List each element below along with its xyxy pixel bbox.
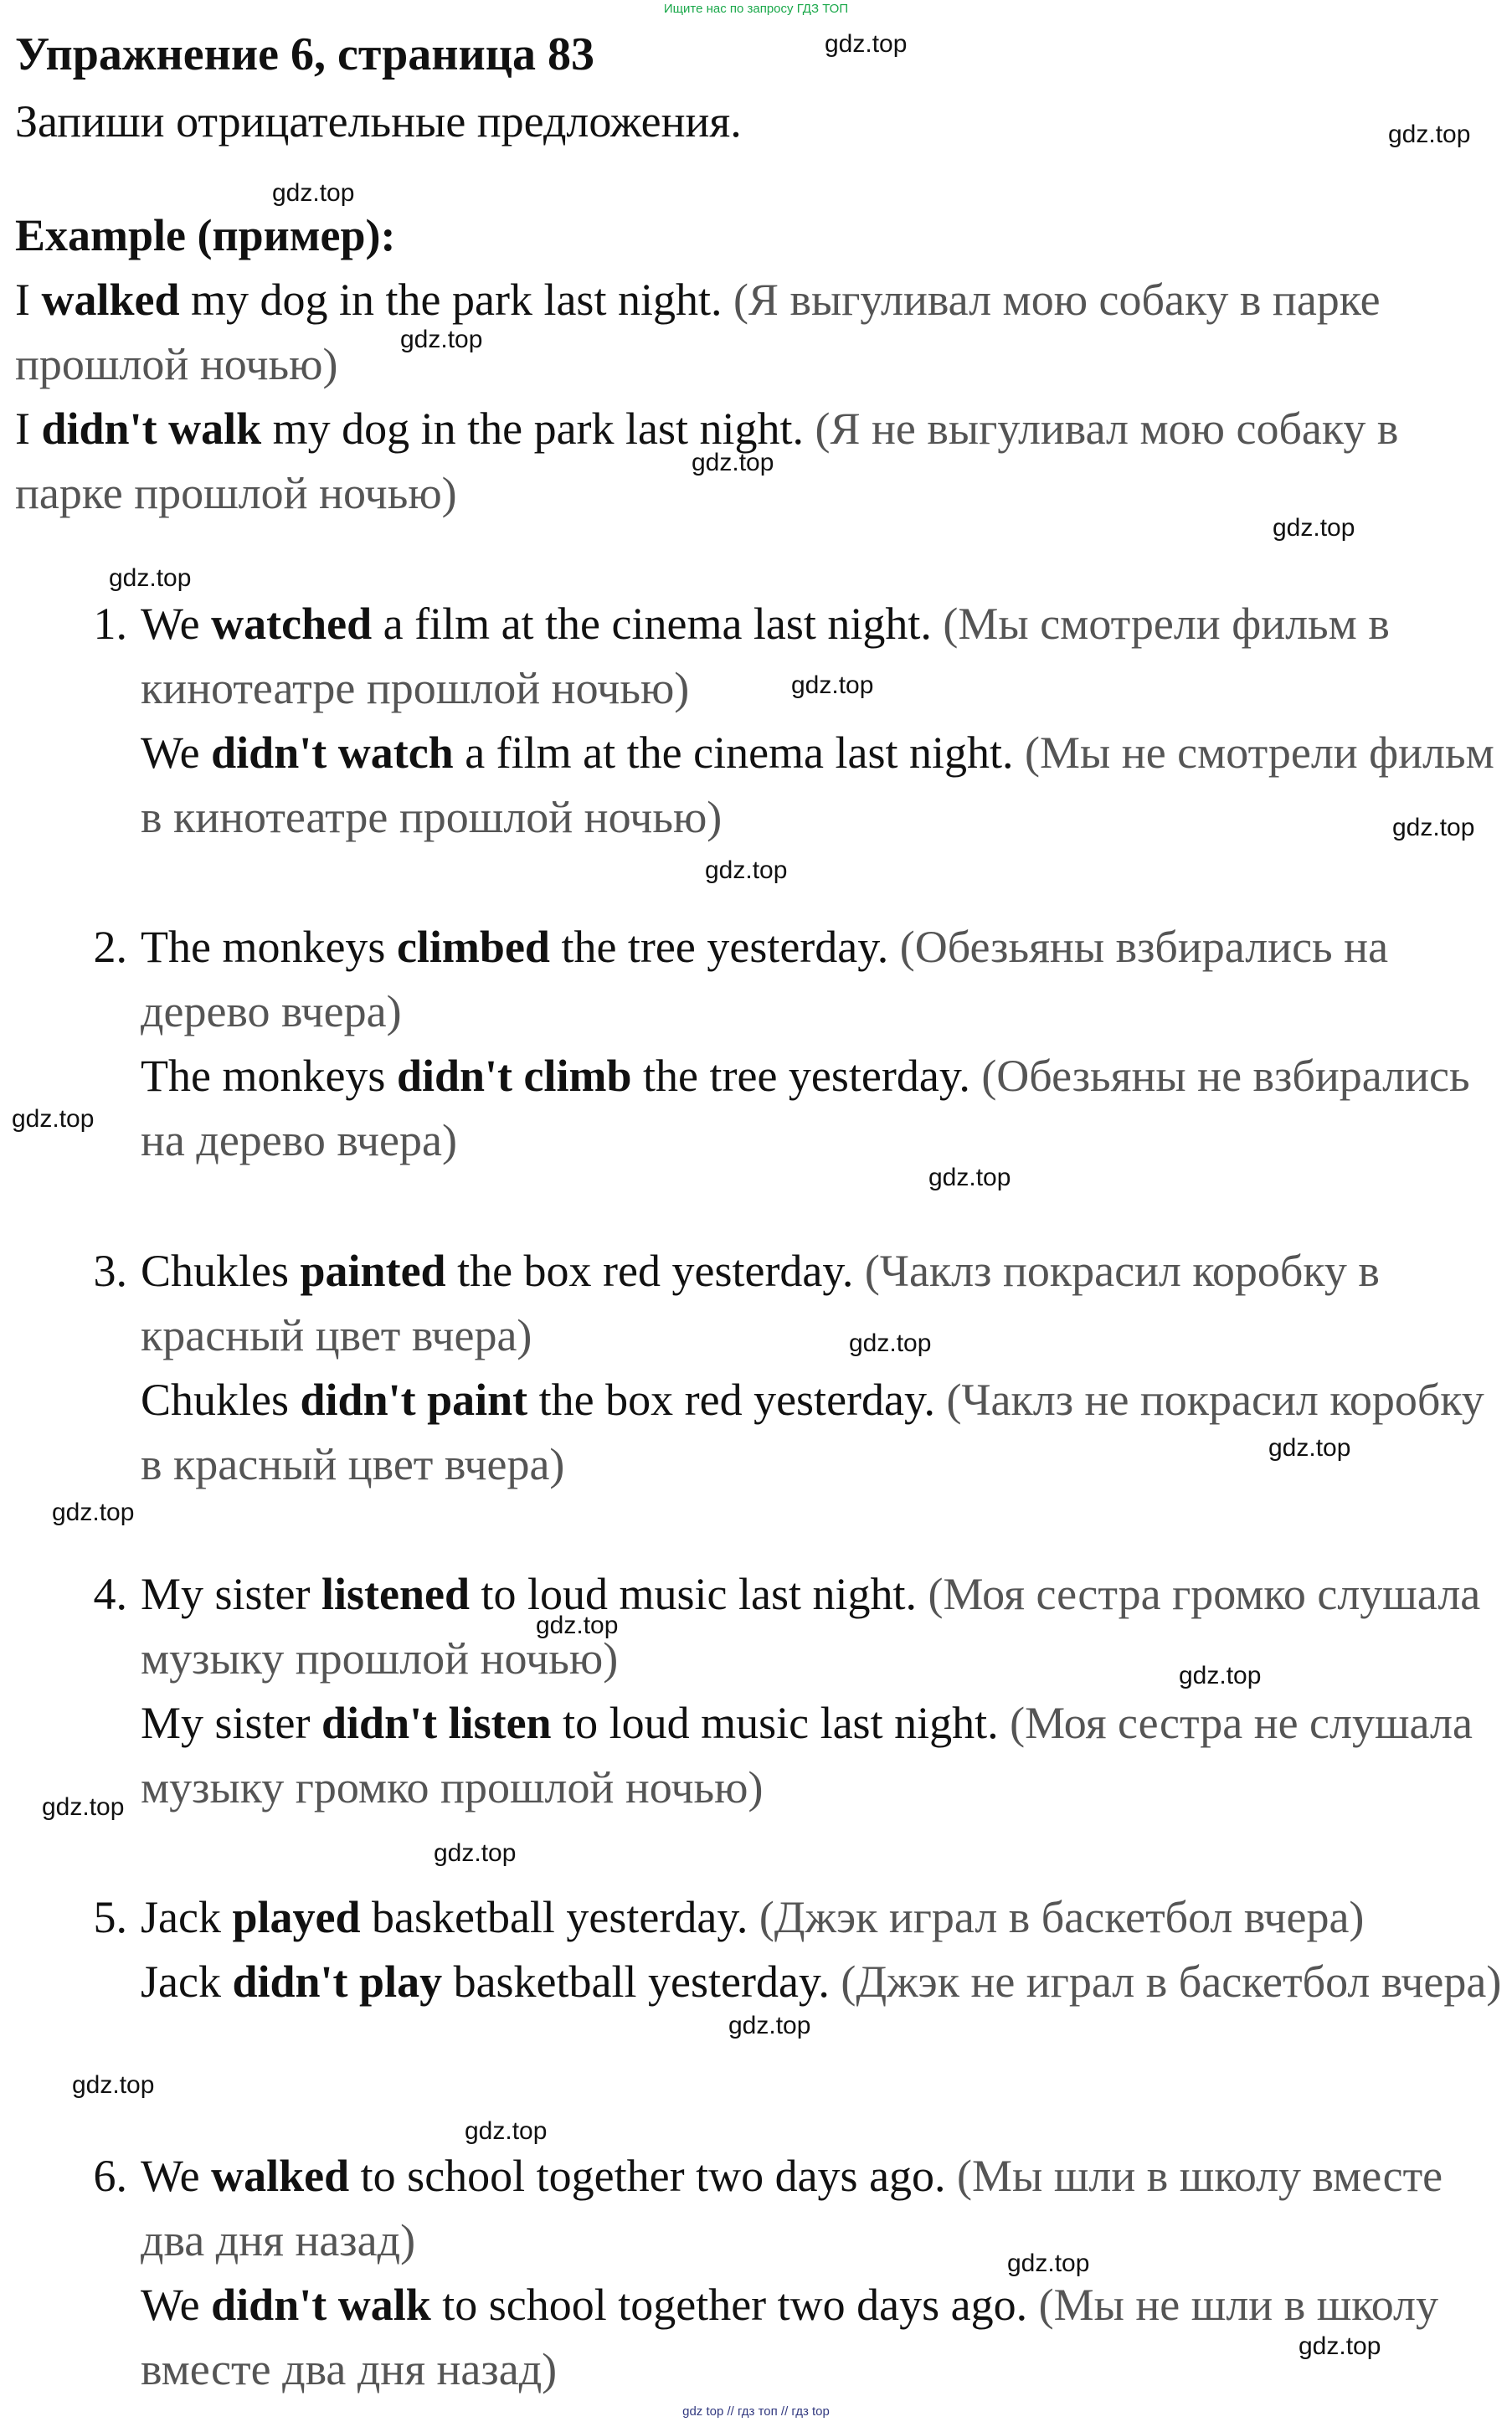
sentence-rest: the box red yesterday. [445, 1246, 865, 1296]
exercise-item-1 [93, 592, 1505, 850]
translation: (Я не выгуливал мою собаку в парке прошлой ночью) [15, 404, 1399, 518]
translation: (Джэк играл в баскетбол вчера) [759, 1892, 1365, 1942]
affirmative-sentence [141, 592, 1505, 721]
item-number: 5. [93, 1892, 127, 1942]
affirmative-sentence [141, 1885, 1505, 1950]
sentence-start: Jack [141, 1957, 233, 2007]
watermark: gdz.top [1007, 2250, 1090, 2277]
watermark: gdz.top [1268, 1434, 1351, 1462]
sentence-start: We [141, 2151, 212, 2201]
sentence-rest: the box red yesterday. [527, 1375, 947, 1425]
verb-highlight: played [232, 1892, 361, 1942]
verb-highlight: didn't watch [211, 728, 454, 778]
example-block [15, 268, 1497, 526]
verb-highlight: didn't play [232, 1957, 443, 2007]
sentence-rest: basketball yesterday. [360, 1892, 759, 1942]
verb-highlight: walked [211, 2151, 350, 2201]
exercise-item-6 [93, 2144, 1505, 2402]
watermark: gdz.top [465, 2117, 548, 2145]
verb-highlight: didn't walk [211, 2280, 431, 2330]
translation: (Моя сестра громко слушала музыку прошлой ночью) [141, 1569, 1481, 1684]
sentence-start: I [15, 275, 42, 325]
item-number: 1. [93, 599, 127, 649]
watermark: gdz.top [928, 1164, 1011, 1191]
affirmative-sentence [141, 915, 1505, 1044]
verb-highlight: painted [300, 1246, 446, 1296]
translation: (Чаклз покрасил коробку в красный цвет вчера) [141, 1246, 1380, 1360]
sentence-start: The monkeys [141, 922, 397, 972]
sentence-rest: the tree yesterday. [549, 922, 900, 972]
sentence-rest: to school together two days ago. [430, 2280, 1039, 2330]
sentence-start: Chukles [141, 1246, 301, 1296]
affirmative-sentence [141, 1562, 1505, 1691]
translation: (Моя сестра не слушала музыку громко прошлой ночью) [141, 1698, 1473, 1813]
verb-highlight: didn't listen [321, 1698, 552, 1748]
watermark: gdz.top [434, 1839, 517, 1867]
sentence-rest: a film at the cinema last night. [372, 599, 944, 649]
negative-sentence [141, 1368, 1505, 1497]
watermark: gdz.top [400, 326, 483, 353]
translation: (Мы не шли в школу вместе два дня назад) [141, 2280, 1439, 2394]
watermark: gdz.top [42, 1793, 125, 1821]
watermark: gdz.top [272, 179, 355, 207]
sentence-rest: to loud music last night. [470, 1569, 928, 1619]
sentence-start: The monkeys [141, 1051, 397, 1101]
sentence-start: Chukles [141, 1375, 301, 1425]
translation: (Мы не смотрели фильм в кинотеатре прошлой ночью) [141, 728, 1494, 842]
negative-sentence [141, 1044, 1505, 1173]
sentence-start: We [141, 2280, 212, 2330]
verb-highlight: listened [321, 1569, 471, 1619]
exercise-item-5 [93, 1885, 1505, 2014]
sentence-rest: basketball yesterday. [442, 1957, 841, 2007]
sentence-rest: the tree yesterday. [631, 1051, 982, 1101]
translation: (Обезьяны взбирались на дерево вчера) [141, 922, 1389, 1036]
sentence-start: My sister [141, 1569, 321, 1619]
verb-highlight: walked [41, 275, 180, 325]
affirmative-sentence [141, 2144, 1505, 2273]
watermark: gdz.top [825, 30, 908, 58]
top-banner[interactable]: Ищите нас по запросу ГДЗ ТОП [663, 2, 849, 16]
sentence-rest: to school together two days ago. [349, 2151, 958, 2201]
watermark: gdz.top [72, 2071, 155, 2099]
verb-highlight: watched [211, 599, 373, 649]
item-number: 6. [93, 2151, 127, 2201]
example-heading: Example (пример): [15, 210, 396, 260]
translation: (Джэк не играл в баскетбол вчера) [841, 1957, 1502, 2007]
item-number: 4. [93, 1569, 127, 1619]
watermark: gdz.top [692, 449, 774, 476]
negative-sentence [141, 1950, 1505, 2014]
watermark: gdz.top [109, 564, 192, 592]
negative-sentence [141, 721, 1505, 850]
verb-highlight: didn't climb [396, 1051, 632, 1101]
negative-sentence [141, 1691, 1505, 1820]
exercise-item-4 [93, 1562, 1505, 1820]
sentence-rest: my dog in the park last night. [261, 404, 815, 454]
translation: (Мы смотрели фильм в кинотеатре прошлой ночью) [141, 599, 1390, 713]
footer-links[interactable]: gdz top // гдз топ // гдз top [682, 2404, 830, 2419]
instruction: Запиши отрицательные предложения. [15, 96, 742, 147]
watermark: gdz.top [1273, 514, 1355, 542]
translation: (Обезьяны не взбирались на дерево вчера) [141, 1051, 1470, 1165]
sentence-rest: to loud music last night. [551, 1698, 1011, 1748]
translation: (Мы шли в школу вместе два дня назад) [141, 2151, 1443, 2265]
sentence-start: My sister [141, 1698, 321, 1748]
sentence-start: We [141, 728, 212, 778]
page-title: Упражнение 6, страница 83 [15, 28, 595, 80]
watermark: gdz.top [728, 2012, 811, 2039]
watermark: gdz.top [1179, 1662, 1262, 1689]
watermark: gdz.top [849, 1329, 932, 1357]
watermark: gdz.top [536, 1612, 619, 1639]
verb-highlight: didn't paint [300, 1375, 528, 1425]
sentence-start: I [15, 404, 42, 454]
watermark: gdz.top [1388, 121, 1471, 148]
sentence-rest: a film at the cinema last night. [453, 728, 1026, 778]
watermark: gdz.top [791, 671, 874, 699]
watermark: gdz.top [1392, 814, 1475, 841]
example-affirmative [15, 268, 1497, 397]
verb-highlight: didn't walk [41, 404, 262, 454]
sentence-start: Jack [141, 1892, 233, 1942]
exercise-item-2 [93, 915, 1505, 1173]
watermark: gdz.top [705, 856, 788, 884]
item-number: 2. [93, 922, 127, 972]
watermark: gdz.top [1299, 2332, 1381, 2360]
sentence-start: We [141, 599, 212, 649]
item-number: 3. [93, 1246, 127, 1296]
translation: (Чаклз не покрасил коробку в красный цвет вчера) [141, 1375, 1484, 1489]
affirmative-sentence [141, 1239, 1505, 1368]
watermark: gdz.top [52, 1499, 135, 1526]
verb-highlight: climbed [396, 922, 550, 972]
watermark: gdz.top [12, 1105, 95, 1133]
translation: (Я выгуливал мою собаку в парке прошлой ночью) [15, 275, 1381, 389]
sentence-rest: my dog in the park last night. [179, 275, 733, 325]
